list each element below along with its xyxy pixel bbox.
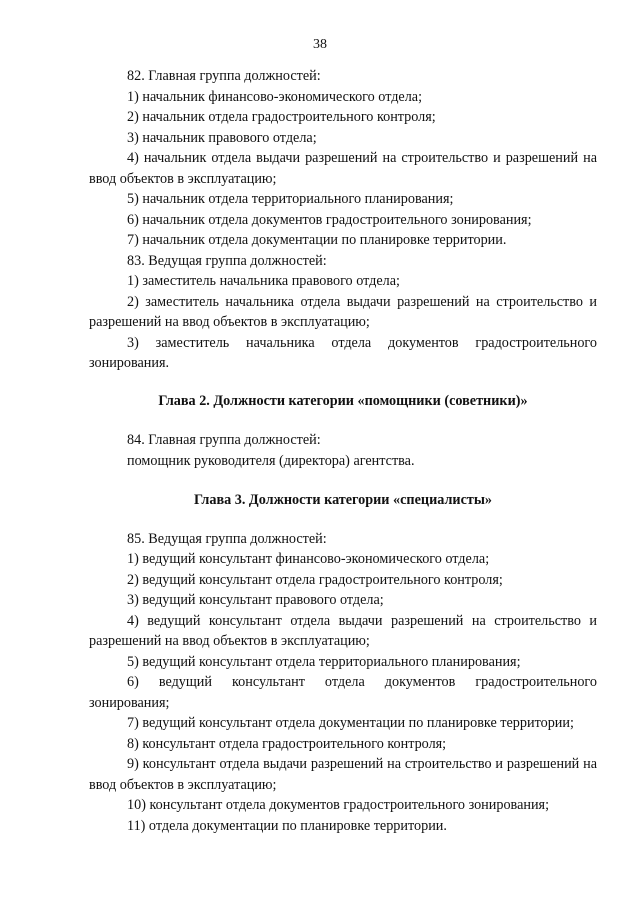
list-item: 5) начальник отдела территориального планирования; [127, 191, 454, 207]
section-83-title: 83. Ведущая группа должностей: [127, 252, 327, 269]
list-item: 9) консультант отдела выдачи разрешений на строительство и разрешений на ввод объектов в эксплуатацию; [89, 756, 597, 793]
section-84-title: 84. Главная группа должностей: [127, 432, 321, 448]
list-item: 1) начальник финансово-экономического отдела; [127, 88, 423, 105]
list-item: помощник руководителя (директора) агентства. [127, 452, 415, 469]
page-number: 38 [313, 37, 327, 52]
list-item: 1) ведущий консультант финансово-экономического отдела; [127, 551, 490, 567]
list-item: 4) ведущий консультант отдела выдачи разрешений на строительство и разрешений на ввод объектов в эксплуатацию; [89, 612, 597, 649]
list-item: 4) начальник отдела выдачи разрешений на строительство и разрешений на ввод объектов в эксплуатацию; [89, 150, 597, 187]
list-item: 2) ведущий консультант отдела градостроительного контроля; [127, 571, 503, 588]
list-item: 3) начальник правового отдела; [127, 129, 317, 146]
list-item: 7) ведущий консультант отдела документации по планировке территории; [127, 715, 574, 731]
list-item: 6) ведущий консультант отдела документов градостроительного зонирования; [89, 674, 597, 711]
list-item: 10) консультант отдела документов градостроительного зонирования; [127, 797, 550, 813]
chapter-2-heading: Глава 2. Должности категории «помощники (советники)» [158, 392, 528, 409]
section-85-title: 85. Ведущая группа должностей: [127, 530, 327, 547]
list-item: 5) ведущий консультант отдела территориального планирования; [127, 653, 521, 670]
list-item: 6) начальник отдела документов градостроительного зонирования; [127, 211, 532, 228]
list-item: 7) начальник отдела документации по планировке территории. [127, 232, 507, 248]
chapter-3-heading: Глава 3. Должности категории «специалисты» [193, 492, 493, 508]
list-item: 2) заместитель начальника отдела выдачи разрешений на строительство и разрешений на ввод объектов в эксплуатацию; [89, 293, 597, 330]
list-item: 3) заместитель начальника отдела документов градостроительного зонирования. [89, 334, 597, 371]
list-item: 2) начальник отдела градостроительного контроля; [127, 109, 436, 125]
document-body [89, 66, 597, 836]
list-item: 3) ведущий консультант правового отдела; [127, 592, 384, 608]
section-82-title: 82. Главная группа должностей: [127, 68, 321, 84]
list-item: 11) отдела документации по планировке территории. [127, 817, 447, 834]
list-item: 1) заместитель начальника правового отдела; [127, 273, 400, 289]
list-item: 8) консультант отдела градостроительного контроля; [127, 735, 447, 752]
